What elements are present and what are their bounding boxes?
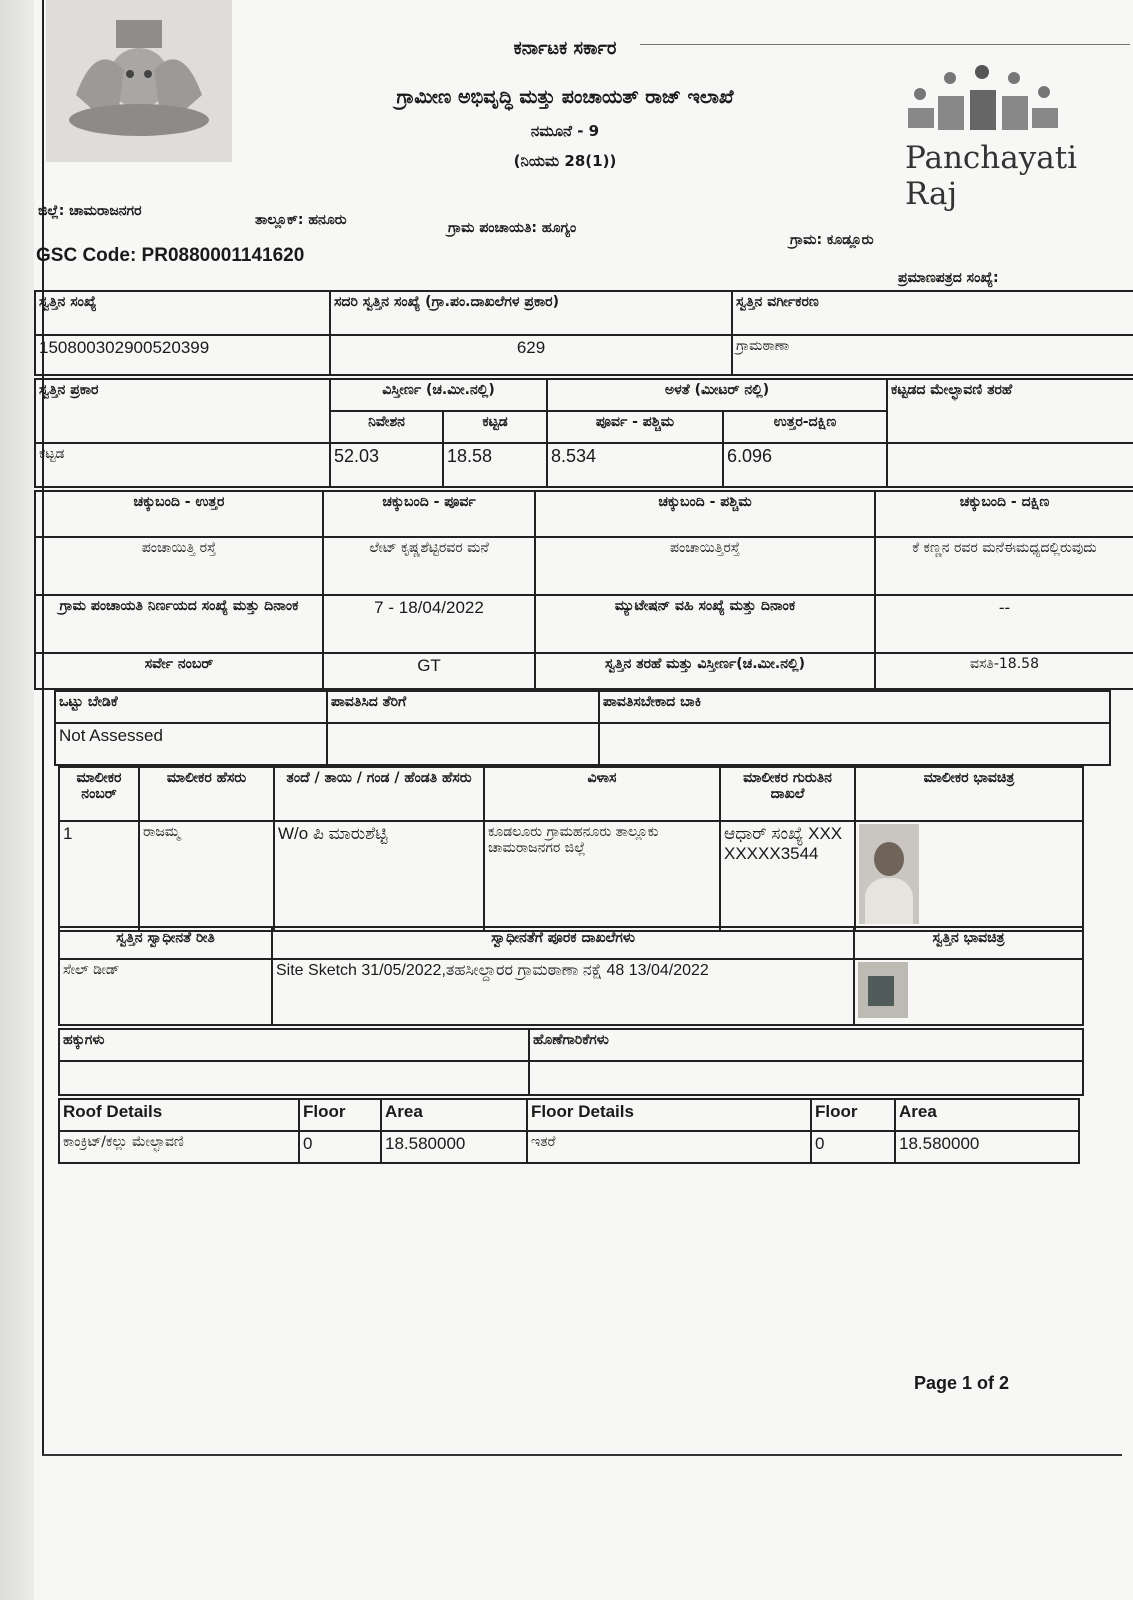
tax-due-label: ಪಾವತಿಸಬೇಕಾದ ಬಾಕಿ xyxy=(599,691,1110,723)
property-photo-label: ಸ್ವತ್ತಿನ ಭಾವಚಿತ್ರ xyxy=(854,927,1083,959)
boundary-west-label: ಚಕ್ಕುಬಂದಿ - ಪಶ್ಚಿಮ xyxy=(535,491,875,537)
district: ಜಿಲ್ಲೆ: ಚಾಮರಾಜನಗರ xyxy=(38,203,142,219)
rights-value xyxy=(59,1061,529,1095)
govt-title: ಕರ್ನಾಟಕ ಸರ್ಕಾರ xyxy=(513,38,617,59)
property-photo xyxy=(858,962,908,1018)
owner-number: 1 xyxy=(59,821,139,931)
boundary-north-label: ಚಕ್ಕುಬಂದಿ - ಉತ್ತರ xyxy=(35,491,323,537)
acquisition-docs-value: Site Sketch 31/05/2022,ತಹಸೀಲ್ದಾರರ ಗ್ರಾಮಠಾಣಾ ನಕ್ಷೆ 48 13/04/2022 xyxy=(272,959,854,1025)
owner-relation-header: ತಂದೆ / ತಾಯಿ / ಗಂಡ / ಹೆಂಡತಿ ಹೆಸರು xyxy=(274,767,484,821)
survey-number-value: GT xyxy=(323,653,535,689)
gp-resolution-value: 7 - 18/04/2022 xyxy=(323,595,535,653)
property-id-table xyxy=(34,290,1133,376)
gp-property-number-label: ಸದರಿ ಸ್ವತ್ತಿನ ಸಂಖ್ಯೆ (ಗ್ರಾ.ಪಂ.ದಾಖಲೆಗಳ ಪ್ರಕಾರ) xyxy=(330,291,732,335)
acquisition-mode-value: ಸೇಲ್ ಡೀಡ್ xyxy=(59,959,272,1025)
site-area-value: 52.03 xyxy=(330,443,443,487)
property-class-value: ಗ್ರಾಮಠಾಣಾ xyxy=(732,335,1133,375)
gsc-code: GSC Code: PR0880001141620 xyxy=(36,245,305,266)
acquisition-table xyxy=(58,926,1084,1026)
area-label: ವಿಸ್ತೀರ್ಣ (ಚ.ಮೀ.ನಲ್ಲಿ) xyxy=(330,379,547,411)
floor-area-value: 18.580000 xyxy=(895,1131,1079,1163)
building-area-value: 18.58 xyxy=(443,443,547,487)
boundary-south-label: ಚಕ್ಕುಬಂದಿ - ದಕ್ಷಿಣ xyxy=(875,491,1133,537)
owner-photo xyxy=(859,824,919,924)
liabilities-label: ಹೊಣೆಗಾರಿಕೆಗಳು xyxy=(529,1029,1083,1061)
boundary-north-value: ಪಂಚಾಯಿತ್ತಿ ರಸ್ತೆ xyxy=(35,537,323,595)
mutation-label: ಮ್ಯುಟೇಷನ್ ವಹಿ ಸಂಖ್ಯೆ ಮತ್ತು ದಿನಾಂಕ xyxy=(535,595,875,653)
floor-details-header: Floor Details xyxy=(527,1099,811,1131)
owner-name: ರಾಜಮ್ಮ xyxy=(139,821,274,931)
gp-property-number-value: 629 xyxy=(330,335,732,375)
owner-relation: W/o ಪಿ ಮಾರುಶೆಟ್ಟಿ xyxy=(274,821,484,931)
measurement-label: ಅಳತೆ (ಮೀಟರ್ ನಲ್ಲಿ) xyxy=(547,379,887,411)
floor-details-value: ಇತರೆ xyxy=(527,1131,811,1163)
village: ಗ್ರಾಮ: ಕೂಡ್ಲೂರು xyxy=(790,232,874,248)
owner-address-header: ವಿಳಾಸ xyxy=(484,767,720,821)
floor-area-header: Area xyxy=(895,1099,1079,1131)
owner-address: ಕೂಡಲೂರು ಗ್ರಾಮಹನೂರು ತಾಲ್ಲೂಕು ಚಾಮರಾಜನಗರ ಜಿಲ್ಲೆ xyxy=(484,821,720,931)
floor-floor-value: 0 xyxy=(811,1131,895,1163)
liabilities-value xyxy=(529,1061,1083,1095)
roof-type-value xyxy=(887,443,1133,487)
boundary-east-label: ಚಕ್ಕುಬಂದಿ - ಪೂರ್ವ xyxy=(323,491,535,537)
rule-number: (ನಿಯಮ 28(1)) xyxy=(513,152,617,170)
building-area-label: ಕಟ್ಟಡ xyxy=(443,411,547,443)
north-south-label: ಉತ್ತರ-ದಕ್ಷಿಣ xyxy=(723,411,887,443)
owner-name-header: ಮಾಲೀಕರ ಹೆಸರು xyxy=(139,767,274,821)
roof-type-label: ಕಟ್ಟಡದ ಮೇಲ್ಛಾವಣಿ ತರಹೆ xyxy=(887,379,1133,443)
site-area-label: ನಿವೇಶನ xyxy=(330,411,443,443)
tax-paid-value xyxy=(327,723,599,765)
property-type-label: ಸ್ವತ್ತಿನ ಪ್ರಕಾರ xyxy=(35,379,330,443)
property-type-value: ಕಟ್ಟಡ xyxy=(35,443,330,487)
property-number-label: ಸ್ವತ್ತಿನ ಸಂಖ್ಯೆ xyxy=(35,291,330,335)
boundary-south-value: ಕೆ ಕಣ್ಣನ ರವರ ಮನೆಈಮಧ್ಯದಲ್ಲಿರುವುದು xyxy=(875,537,1133,595)
dimensions-table xyxy=(34,378,1133,488)
north-south-value: 6.096 xyxy=(723,443,887,487)
tax-paid-label: ಪಾವತಿಸಿದ ತೆರಿಗೆ xyxy=(327,691,599,723)
frame-bottom-rule xyxy=(42,1454,1122,1456)
total-demand-label: ಒಟ್ಟು ಬೇಡಿಕೆ xyxy=(55,691,327,723)
boundary-west-value: ಪಂಚಾಯಿತ್ತಿರಸ್ತೆ xyxy=(535,537,875,595)
roof-floor-header: Floor xyxy=(299,1099,381,1131)
owner-photo-cell xyxy=(855,821,1083,931)
property-nature-value: ವಸತಿ-18.58 xyxy=(875,653,1133,689)
owner-photo-header: ಮಾಲೀಕರ ಭಾವಚಿತ್ರ xyxy=(855,767,1083,821)
roof-floor-table xyxy=(58,1098,1080,1164)
gp-resolution-label: ಗ್ರಾಮ ಪಂಚಾಯತಿ ನಿರ್ಣಯದ ಸಂಖ್ಯೆ ಮತ್ತು ದಿನಾಂಕ xyxy=(35,595,323,653)
rights-label: ಹಕ್ಕುಗಳು xyxy=(59,1029,529,1061)
form-number: ನಮೂನೆ - 9 xyxy=(530,122,600,140)
boundary-east-value: ಲೇಟ್ ಕೃಷ್ಣಶೆಟ್ಟಿರವರ ಮನೆ xyxy=(323,537,535,595)
property-photo-cell xyxy=(854,959,1083,1025)
taluk: ತಾಲ್ಲೂಕ್: ಹನೂರು xyxy=(255,212,347,228)
east-west-label: ಪೂರ್ವ - ಪಶ್ಚಿಮ xyxy=(547,411,723,443)
roof-floor-value: 0 xyxy=(299,1131,381,1163)
boundaries-table xyxy=(34,490,1133,690)
page-number: Page 1 of 2 xyxy=(914,1373,1010,1393)
survey-number-label: ಸರ್ವೇ ನಂಬರ್ xyxy=(35,653,323,689)
mutation-value: -- xyxy=(875,595,1133,653)
owners-table xyxy=(58,766,1084,932)
owner-number-header: ಮಾಲೀಕರ ನಂಬರ್ xyxy=(59,767,139,821)
tax-due-value xyxy=(599,723,1110,765)
certificate-number-label: ಪ್ರಮಾಣಪತ್ರದ ಸಂಖ್ಯೆ: xyxy=(898,270,999,286)
rights-table xyxy=(58,1028,1084,1096)
east-west-value: 8.534 xyxy=(547,443,723,487)
owner-id-document: ಆಧಾರ್ ಸಂಖ್ಯೆ XXXXXXXX3544 xyxy=(720,821,855,931)
roof-area-value: 18.580000 xyxy=(381,1131,527,1163)
floor-floor-header: Floor xyxy=(811,1099,895,1131)
property-class-label: ಸ್ವತ್ತಿನ ವರ್ಗೀಕರಣ xyxy=(732,291,1133,335)
property-number-value: 150800302900520399 xyxy=(35,335,330,375)
panchayati-raj-logo-text: Panchayati Raj xyxy=(905,140,1078,212)
gram-panchayat: ಗ್ರಾಮ ಪಂಚಾಯತಿ: ಹೂಗ್ಯಂ xyxy=(448,220,577,236)
total-demand-value: Not Assessed xyxy=(55,723,327,765)
property-nature-label: ಸ್ವತ್ತಿನ ತರಹೆ ಮತ್ತು ವಿಸ್ತೀರ್ಣ(ಚ.ಮೀ.ನಲ್ಲಿ) xyxy=(535,653,875,689)
acquisition-mode-label: ಸ್ವತ್ತಿನ ಸ್ವಾಧೀನತೆ ರೀತಿ xyxy=(59,927,272,959)
acquisition-docs-label: ಸ್ವಾಧೀನತೆಗೆ ಪೂರಕ ದಾಖಲೆಗಳು xyxy=(272,927,854,959)
karnataka-emblem xyxy=(46,0,232,162)
roof-area-header: Area xyxy=(381,1099,527,1131)
roof-details-value: ಕಾಂಕ್ರಿಟ್/ಕಲ್ಲು ಮೇಲ್ಛಾವಣಿ xyxy=(59,1131,299,1163)
tax-table xyxy=(54,690,1111,766)
owner-id-document-header: ಮಾಲೀಕರ ಗುರುತಿನ ದಾಖಲೆ xyxy=(720,767,855,821)
owner-row xyxy=(59,821,1083,931)
roof-details-header: Roof Details xyxy=(59,1099,299,1131)
department-title: ಗ್ರಾಮೀಣ ಅಭಿವೃದ್ಧಿ ಮತ್ತು ಪಂಚಾಯತ್ ರಾಜ್ ಇಲಾಖೆ xyxy=(396,86,734,108)
